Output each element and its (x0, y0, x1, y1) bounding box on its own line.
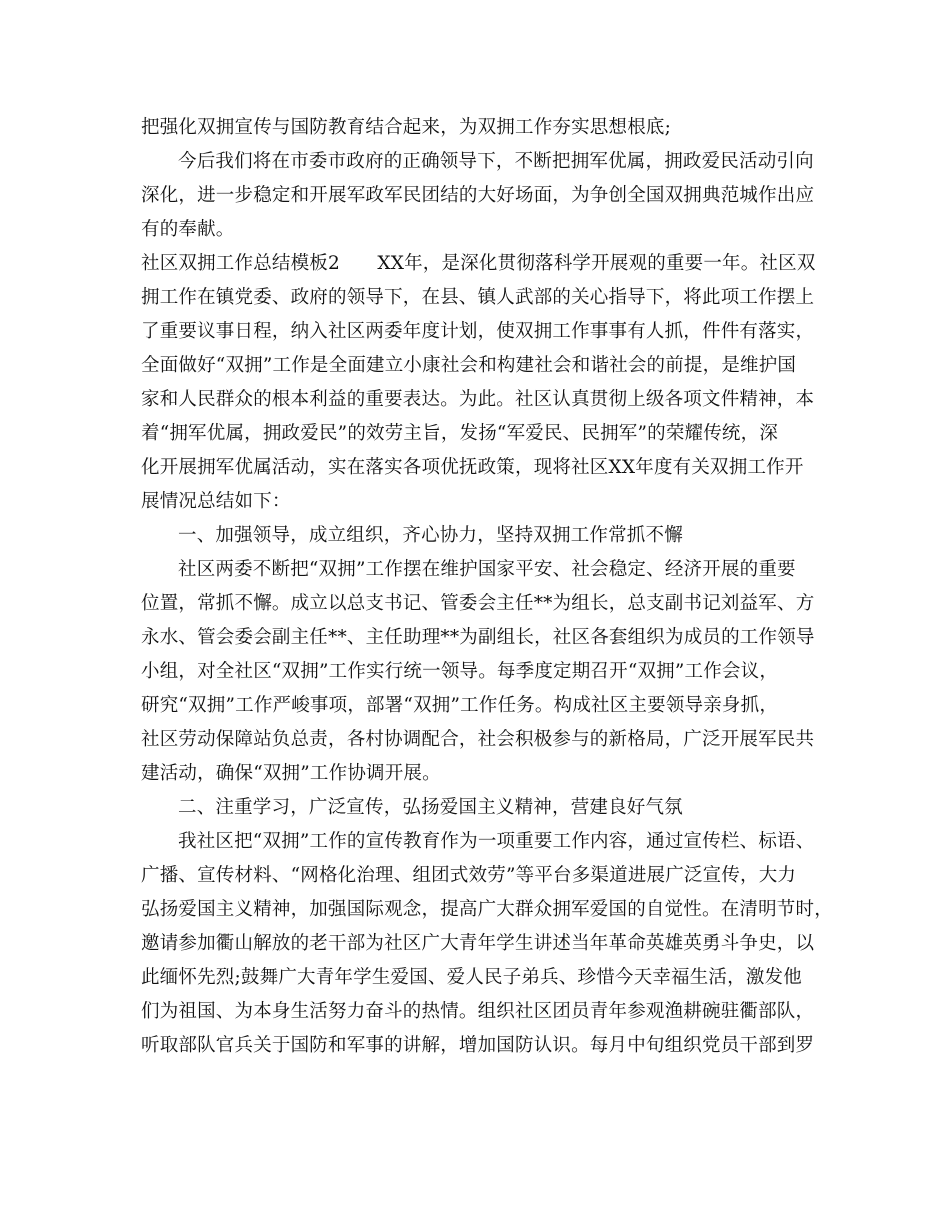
text-line: 研究“双拥”工作严峻事项，部署“双拥”工作任务。构成社区主要领导亲身抓， (141, 695, 779, 716)
text-line: 建活动，确保“双拥”工作协调开展。 (141, 763, 441, 784)
section-heading: 二、注重学习，广泛宣传，弘扬爱国主义精神，营建良好气氛 (178, 797, 683, 818)
text-line: 社区两委不断把“双拥”工作摆在维护国家平安、社会稳定、经济开展的重要 (178, 559, 796, 580)
section-heading: 一、加强领导，成立组织，齐心协力，坚持双拥工作常抓不懈 (178, 525, 683, 546)
text-line: 把强化双拥宣传与国防教育结合起来，为双拥工作夯实思想根底; (141, 117, 672, 138)
text-line: 广播、宣传材料、“网格化治理、组团式效劳”等平台多渠道进展广泛宣传，大力 (141, 865, 797, 886)
text-line: 社区劳动保障站负总责，各村协调配合，社会积极参与的新格局，广泛开展军民共 (141, 729, 815, 750)
text-line: 弘扬爱国主义精神，加强国际观念，提高广大群众拥军爱国的自觉性。在清明节时， (141, 899, 833, 920)
text-line: 听取部队官兵关于国防和军事的讲解，增加国防认识。每月中旬组织党员干部到罗 (141, 1035, 815, 1056)
text-line: 着“拥军优属，拥政爱民”的效劳主旨，发扬“军爱民、民拥军”的荣耀传统，深 (141, 423, 779, 444)
text-line: 位置，常抓不懈。成立以总支书记、管委会主任**为组长，总支副书记刘益军、方 (141, 593, 815, 614)
text-line: 拥工作在镇党委、政府的领导下，在县、镇人武部的关心指导下，将此项工作摆上 (141, 287, 815, 308)
text-line: 展情况总结如下： (141, 491, 291, 512)
text-line: 邀请参加衢山解放的老干部为社区广大青年学生讲述当年革命英雄英勇斗争史，以 (141, 933, 815, 954)
text-line: 此缅怀先烈;鼓舞广大青年学生爱国、爱人民子弟兵、珍惜今天幸福生活，激发他 (141, 967, 802, 988)
text-line: 我社区把“双拥”工作的宣传教育作为一项重要工作内容，通过宣传栏、标语、 (178, 831, 815, 852)
text-line: 永水、管会委会副主任**、主任助理**为副组长，社区各套组织为成员的工作领导 (141, 627, 815, 648)
text-line: 全面做好“双拥”工作是全面建立小康社会和构建社会和谐社会的前提，是维护国 (141, 355, 797, 376)
text-line: 深化，进一步稳定和开展军政军民团结的大好场面，为争创全国双拥典范城作出应 (141, 185, 815, 206)
text-line: 社区双拥工作总结模板2 XX年，是深化贯彻落科学开展观的重要一年。社区双 (141, 253, 816, 274)
text-line: 今后我们将在市委市政府的正确领导下，不断把拥军优属，拥政爱民活动引向 (178, 151, 814, 172)
text-line: 们为祖国、为本身生活努力奋斗的热情。组织社区团员青年参观渔耕碗驻衢部队， (141, 1001, 815, 1022)
text-line: 小组，对全社区“双拥”工作实行统一领导。每季度定期召开“双拥”工作会议， (141, 661, 779, 682)
text-line: 有的奉献。 (141, 219, 235, 240)
text-line: 了重要议事日程，纳入社区两委年度计划，使双拥工作事事有人抓，件件有落实， (141, 321, 815, 342)
text-line: 家和人民群众的根本利益的重要表达。为此。社区认真贯彻上级各项文件精神，本 (141, 389, 815, 410)
text-line: 化开展拥军优属活动，实在落实各项优抚政策，现将社区XX年度有关双拥工作开 (141, 457, 804, 478)
